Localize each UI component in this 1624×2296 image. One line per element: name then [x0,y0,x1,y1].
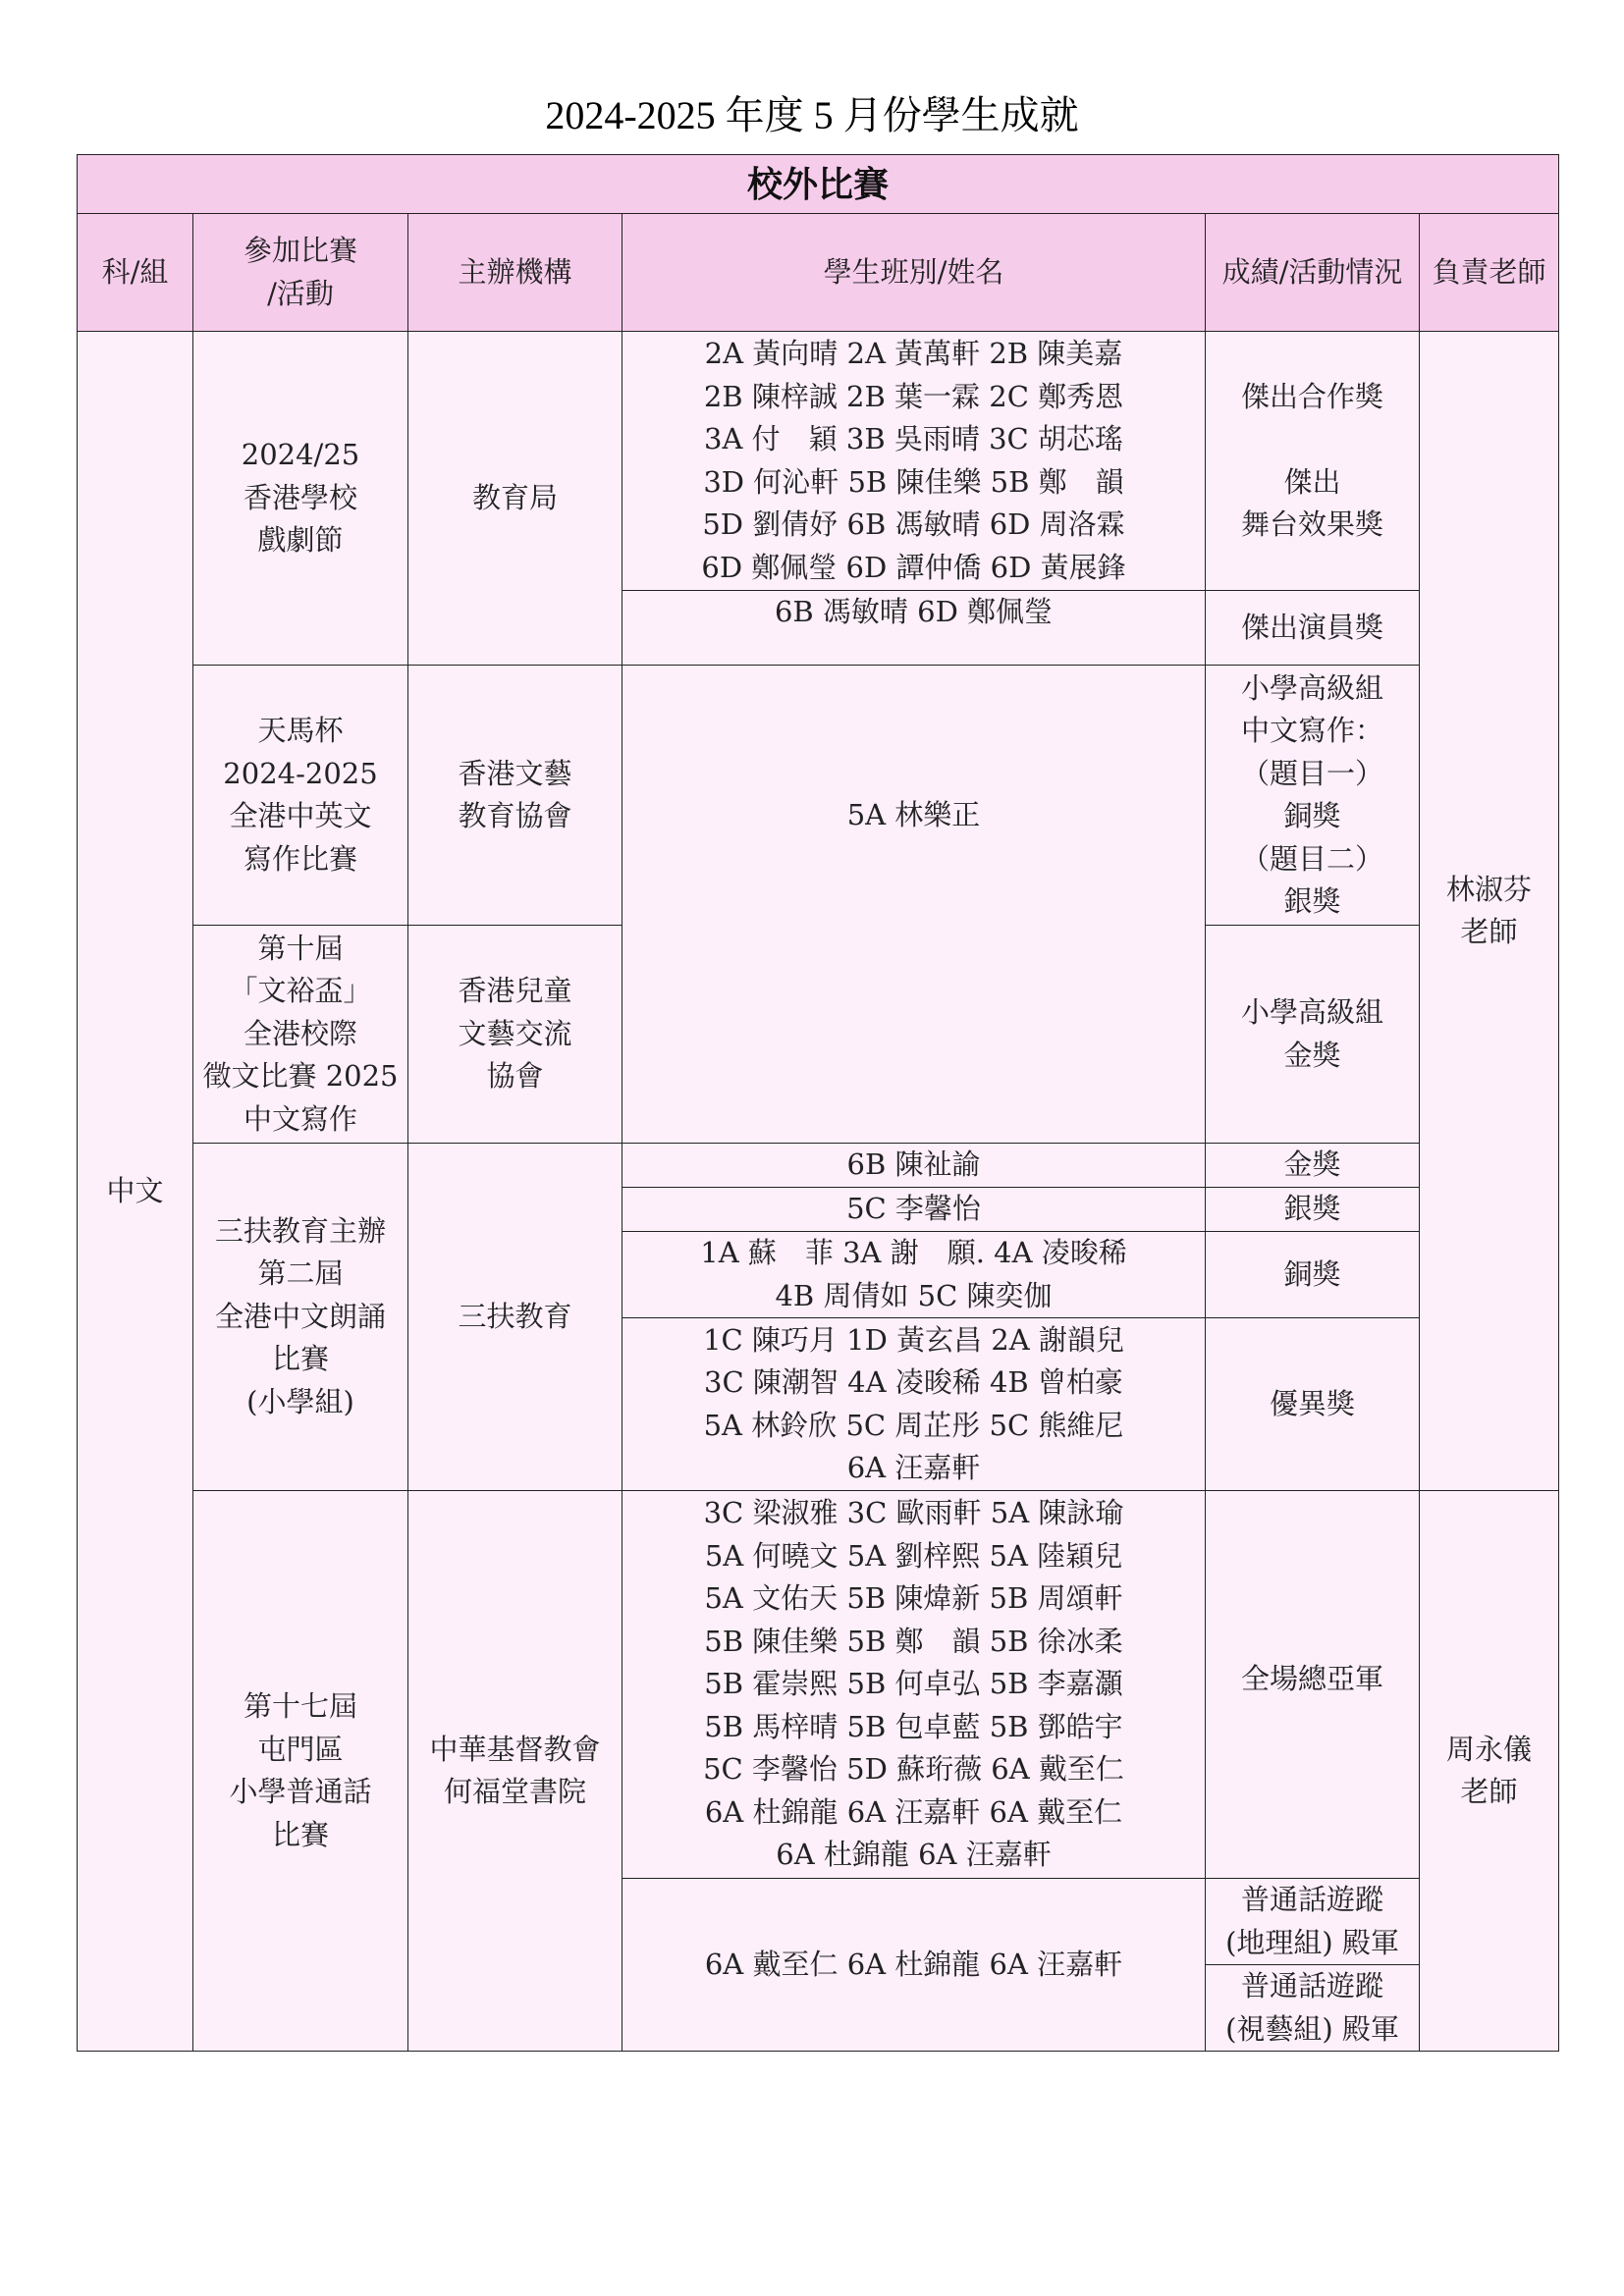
students-cell: 2A 黃向晴 2A 黃萬軒 2B 陳美嘉 2B 陳梓誠 2B 葉一霖 2C 鄭秀恩 3A 付 穎 3B 吳雨晴 3C 胡芯瑤 3D 何沁軒 5B 陳佳樂 5B 鄭 韻 5D 劉倩妤 6B 馮敏晴 6D 周洛霖 6D 鄭佩瑩 6D 譚仲僑 6D 黃展鋒 [623,332,1206,591]
event-cell: 三扶教育主辦 第二屆 全港中文朗誦 比賽 (小學組) [193,1144,408,1491]
header-students: 學生班別/姓名 [623,214,1206,332]
students-cell: 3C 梁淑雅 3C 歐雨軒 5A 陳詠瑜 5A 何曉文 5A 劉梓熙 5A 陸穎兒 5A 文佑天 5B 陳煒新 5B 周頌軒 5B 陳佳樂 5B 鄭 韻 5B 徐冰柔 5B 霍崇熙 5B 何卓弘 5B 李嘉灝 5B 馬梓晴 5B 包卓藍 5B 鄧皓宇 5C 李馨怡 5D 蘇珩薇 6A 戴至仁 6A 杜錦龍 6A 汪嘉軒 6A 戴至仁 6A 杜錦龍 6A 汪嘉軒 [623,1491,1206,1879]
header-result: 成績/活動情況 [1206,214,1420,332]
students-cell: 5C 李馨怡 [623,1188,1206,1232]
result-cell: 普通話遊蹤 (地理組) 殿軍 [1206,1879,1420,1965]
organizer-cell: 教育局 [408,332,623,666]
result-cell: 全場總亞軍 [1206,1491,1420,1879]
result-cell: 傑出合作獎 傑出 舞台效果獎 [1206,332,1420,591]
header-subject: 科/組 [78,214,193,332]
result-cell: 優異獎 [1206,1318,1420,1491]
result-cell: 小學高級組 金獎 [1206,926,1420,1144]
page-title: 2024-2025 年度 5 月份學生成就 [545,93,1079,137]
organizer-cell: 香港文藝 教育協會 [408,666,623,926]
header-event: 參加比賽 /活動 [193,214,408,332]
header-organizer: 主辦機構 [408,214,623,332]
result-cell: 金獎 [1206,1144,1420,1188]
organizer-cell: 中華基督教會 何福堂書院 [408,1491,623,2052]
result-cell: 傑出演員獎 [1206,591,1420,666]
students-cell: 6A 戴至仁 6A 杜錦龍 6A 汪嘉軒 [623,1879,1206,2052]
students-cell: 6B 陳祉諭 [623,1144,1206,1188]
achievements-table [77,154,1559,2052]
students-cell: 1C 陳巧月 1D 黃玄昌 2A 謝韻兒 3C 陳潮智 4A 凌晙稀 4B 曾柏豪 5A 林鈴欣 5C 周芷彤 5C 熊維尼 6A 汪嘉軒 [623,1318,1206,1491]
event-cell: 2024/25 香港學校 戲劇節 [193,332,408,666]
students-cell: 6B 馮敏晴 6D 鄭佩瑩 [623,591,1206,666]
result-cell: 銅獎 [1206,1232,1420,1318]
event-cell: 第十七屆 屯門區 小學普通話 比賽 [193,1491,408,2052]
teacher-cell: 周永儀 老師 [1420,1491,1559,2052]
header-teacher: 負責老師 [1420,214,1559,332]
section-banner: 校外比賽 [78,155,1559,214]
organizer-cell: 三扶教育 [408,1144,623,1491]
result-cell: 普通話遊蹤 (視藝組) 殿軍 [1206,1965,1420,2052]
result-cell: 銀獎 [1206,1188,1420,1232]
event-cell: 第十屆 「文裕盃」 全港校際 徵文比賽 2025 中文寫作 [193,926,408,1144]
subject-cell: 中文 [78,332,193,2052]
students-cell: 1A 蘇 菲 3A 謝 願. 4A 凌晙稀 4B 周倩如 5C 陳奕伽 [623,1232,1206,1318]
result-cell: 小學高級組 中文寫作： （題目一） 銅獎 （題目二） 銀獎 [1206,666,1420,926]
students-cell: 5A 林樂正 [623,666,1206,1144]
teacher-cell: 林淑芬 老師 [1420,332,1559,1491]
organizer-cell: 香港兒童 文藝交流 協會 [408,926,623,1144]
event-cell: 天馬杯 2024-2025 全港中英文 寫作比賽 [193,666,408,926]
